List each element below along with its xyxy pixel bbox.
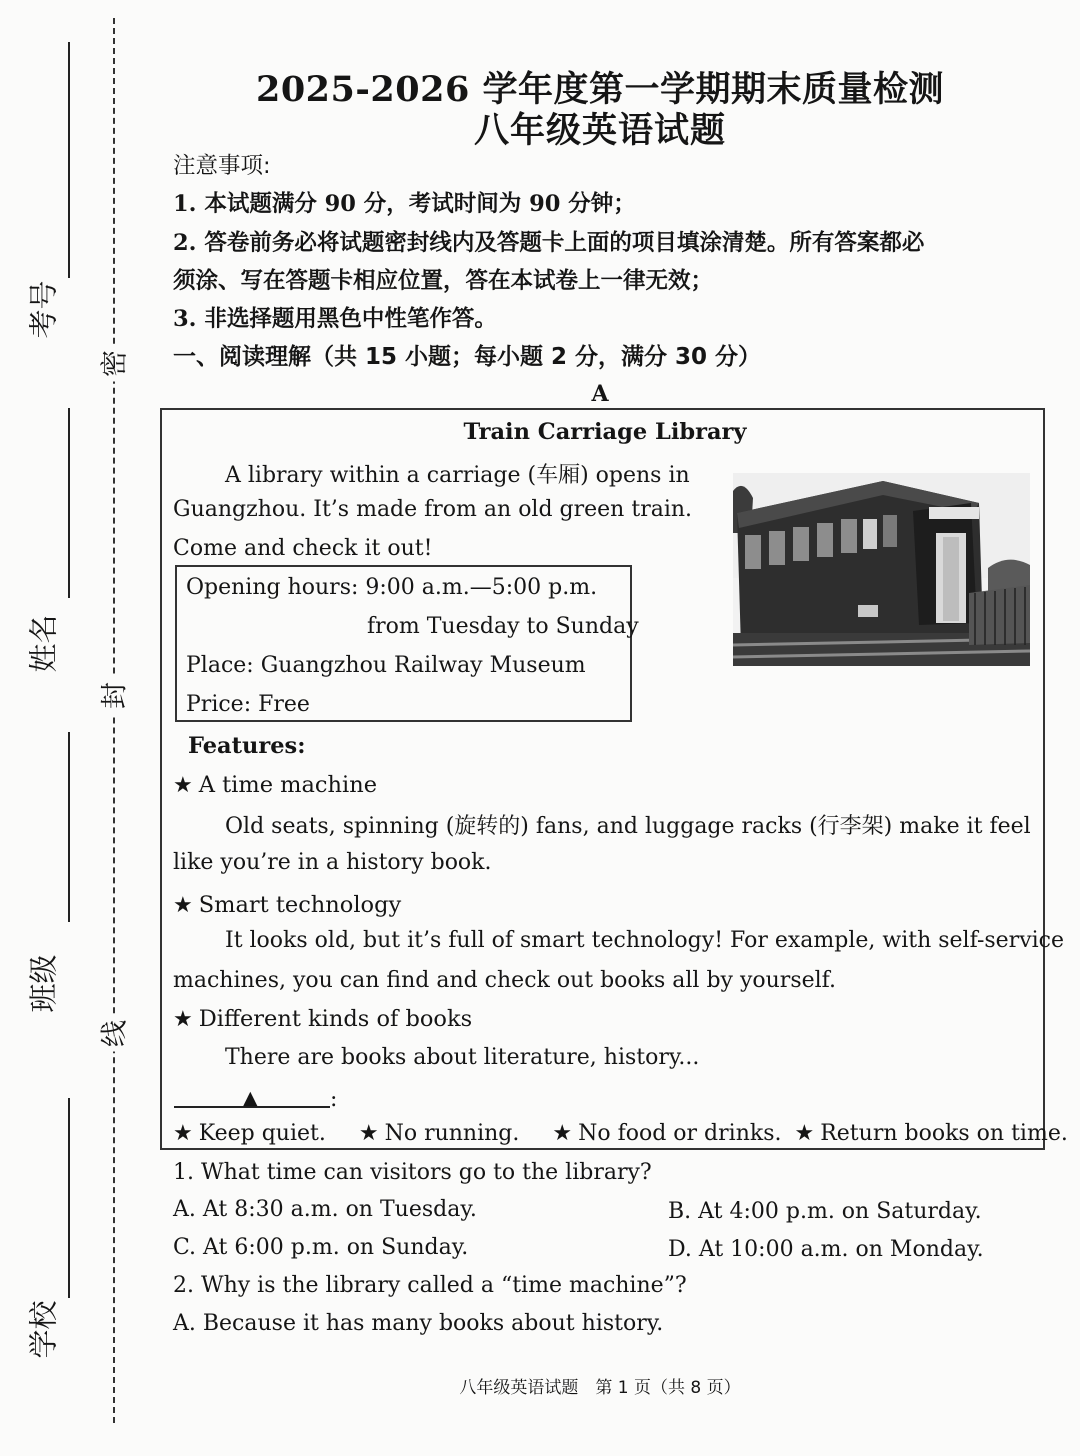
rules-list (173, 1121, 1068, 1146)
notice-item-1: 1. 本试题满分 90 分，考试时间为 90 分钟； (173, 191, 636, 217)
opening-hours: Opening hours: 9:00 a.m.—5:00 p.m. (186, 575, 598, 600)
rule-item: ★ No running. (358, 1121, 520, 1146)
page-footer: 八年级英语试题 第 1 页（共 8 页） (459, 1378, 741, 1398)
notice-heading: 注意事项: (173, 153, 271, 179)
feature-2-line-2: machines, you can find and check out books all by yourself. (173, 968, 837, 993)
question-1-option-b: B. At 4:00 p.m. on Saturday. (668, 1199, 982, 1224)
seal-mark-feng: 封 (93, 678, 132, 714)
feature-1-title-text: A time machine (198, 772, 378, 798)
feature-3-line-1: There are books about literature, history... (225, 1045, 700, 1070)
margin-rule-school (68, 1098, 70, 1298)
intro-line-2: Guangzhou. It’s made from an old green train. (173, 497, 693, 522)
feature-3-title (173, 1006, 472, 1032)
feature-2-title (173, 892, 401, 918)
exam-subtitle: 八年级英语试题 (473, 110, 726, 151)
seal-mark-mi: 密 (93, 346, 132, 382)
notice-item-2: 2. 答卷前务必将试题密封线内及答题卡上面的项目填涂清楚。所有答案都必 (173, 230, 925, 256)
question-1-option-c: C. At 6:00 p.m. on Sunday. (173, 1235, 469, 1260)
rule-item: ★ Return books on time. (794, 1121, 1068, 1146)
opening-days: from Tuesday to Sunday (367, 614, 639, 639)
star-icon: ★ (173, 773, 193, 798)
rule-item: ★ Keep quiet. (173, 1121, 326, 1146)
field-label-class: 班级 (26, 954, 61, 1013)
feature-1-line-2: like you’re in a history book. (173, 850, 492, 875)
feature-3-title-text: Different kinds of books (198, 1006, 473, 1032)
margin-rule-class (68, 732, 70, 922)
question-1-option-d: D. At 10:00 a.m. on Monday. (668, 1237, 984, 1262)
feature-2-line-1: It looks old, but it’s full of smart technology! For example, with self-service (225, 928, 1065, 953)
train-carriage-photo (733, 473, 1030, 666)
star-icon: ★ (552, 1121, 573, 1146)
place: Place: Guangzhou Railway Museum (186, 653, 586, 678)
section-heading: 一、阅读理解（共 15 小题；每小题 2 分，满分 30 分） (173, 344, 762, 370)
feature-2-title-text: Smart technology (198, 892, 402, 918)
feature-1-title (173, 772, 377, 798)
question-2-option-a: A. Because it has many books about history. (173, 1311, 664, 1336)
star-icon: ★ (358, 1121, 379, 1146)
seal-mark-xian: 线 (93, 1016, 132, 1052)
intro-line-1: A library within a carriage (车厢) opens in (225, 463, 690, 488)
seal-dashed-line (113, 18, 115, 1423)
triangle-marker-icon: ▲ (243, 1087, 258, 1109)
notice-item-2-cont: 须涂、写在答题卡相应位置，答在本试卷上一律无效； (173, 268, 714, 294)
star-icon: ★ (173, 1121, 193, 1146)
feature-1-line-1: Old seats, spinning (旋转的) fans, and luggage racks (行李架) make it feel (225, 814, 1031, 839)
intro-line-3: Come and check it out! (173, 536, 433, 561)
question-1-stem: 1. What time can visitors go to the library? (173, 1160, 652, 1185)
field-label-exam-number: 考号 (26, 280, 61, 339)
rule-item: ★ No food or drinks. (552, 1121, 782, 1146)
part-label: A (591, 381, 609, 407)
margin-rule-name (68, 408, 70, 598)
field-label-name: 姓名 (26, 614, 61, 673)
features-heading: Features: (188, 733, 306, 759)
star-icon: ★ (173, 893, 193, 918)
question-1-option-a: A. At 8:30 a.m. on Tuesday. (173, 1197, 477, 1222)
price: Price: Free (186, 692, 310, 717)
question-2-stem: 2. Why is the library called a “time machine”? (173, 1273, 687, 1298)
star-icon: ★ (173, 1007, 193, 1032)
margin-rule-kaohao (68, 42, 70, 278)
passage-title: Train Carriage Library (463, 419, 747, 445)
star-icon: ★ (794, 1121, 815, 1146)
exam-title: 2025-2026 学年度第一学期期末质量检测 (255, 69, 945, 110)
notice-item-3: 3. 非选择题用黑色中性笔作答。 (173, 306, 497, 332)
blank-colon: : (330, 1087, 338, 1112)
field-label-school: 学校 (26, 1300, 61, 1359)
